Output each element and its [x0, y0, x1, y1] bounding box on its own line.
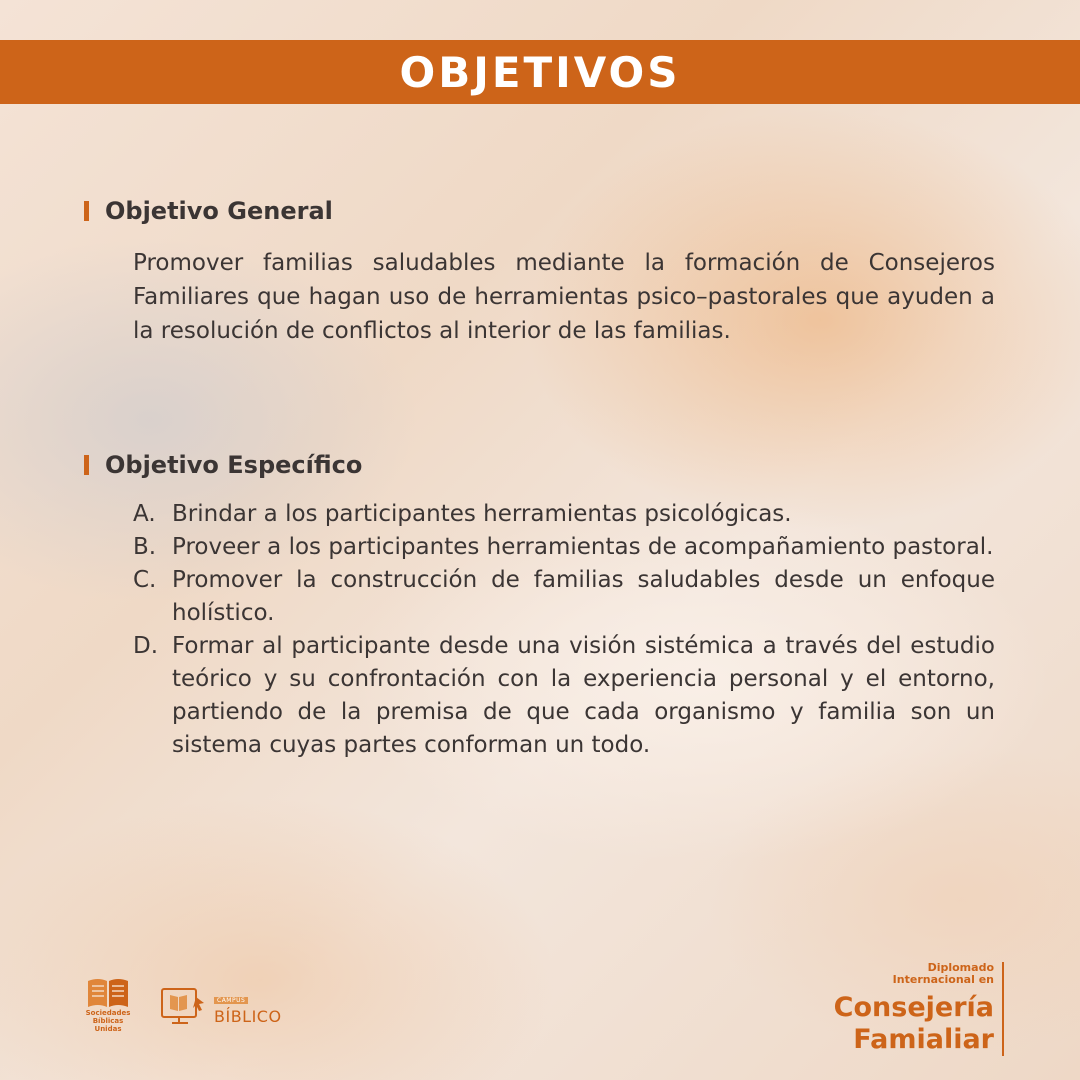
campus-biblico-logo [158, 985, 288, 1035]
list-item-letter: B. [133, 534, 157, 560]
list-item-text: Promover la construcción de familias saludables desde un enfoque holístico. [172, 567, 995, 626]
diploma-brand [834, 962, 1004, 1056]
list-item-letter: C. [133, 567, 157, 593]
sociedades-biblicas-logo [80, 975, 136, 1045]
campus-label: CAMPUS [214, 997, 248, 1004]
brand-line-4: Famialiar [853, 1024, 994, 1055]
brand-line-1: Diplomado [927, 961, 994, 974]
specific-objective-heading [84, 451, 362, 479]
general-objective-title: Objetivo General [105, 197, 333, 225]
brand-line-3: Consejería [833, 992, 994, 1023]
open-book-icon [86, 975, 130, 1009]
list-item-text: Brindar a los participantes herramientas psicológicas. [172, 501, 792, 527]
list-item [133, 531, 995, 564]
list-item-letter: A. [133, 501, 156, 527]
heading-bar-marker [84, 455, 89, 475]
list-item [133, 564, 995, 630]
page-title: OBJETIVOS [399, 47, 681, 97]
specific-objective-title: Objetivo Específico [105, 451, 363, 479]
general-objective-text: Promover familias saludables mediante la formación de Consejeros Familiares que hagan uso de herramientas psico–pastorales que ayuden a la resolución de conflictos al interior de las familias. [133, 250, 995, 344]
sbu-label-1: Sociedades [85, 1009, 131, 1017]
list-item-text: Formar al participante desde una visión sistémica a través del estudio teórico y su confrontación con la experiencia personal y el entorno, partiendo de la premisa de que cada organismo y familia son un sistema cuyas partes conforman un todo. [172, 633, 995, 758]
title-banner [0, 40, 1080, 104]
computer-book-icon [158, 985, 214, 1035]
list-item-text: Proveer a los participantes herramientas de acompañamiento pastoral. [172, 534, 994, 560]
sbu-label-3: Unidas [94, 1025, 122, 1033]
general-objective-heading [84, 197, 333, 225]
list-item-letter: D. [133, 633, 159, 659]
list-item [133, 630, 995, 762]
list-item [133, 498, 995, 531]
biblico-label: BÍBLICO [214, 1007, 282, 1026]
specific-objectives-list [133, 498, 995, 762]
heading-bar-marker [84, 201, 89, 221]
sbu-label-2: Bíblicas [92, 1017, 124, 1025]
brand-line-2: Internacional en [892, 973, 994, 986]
